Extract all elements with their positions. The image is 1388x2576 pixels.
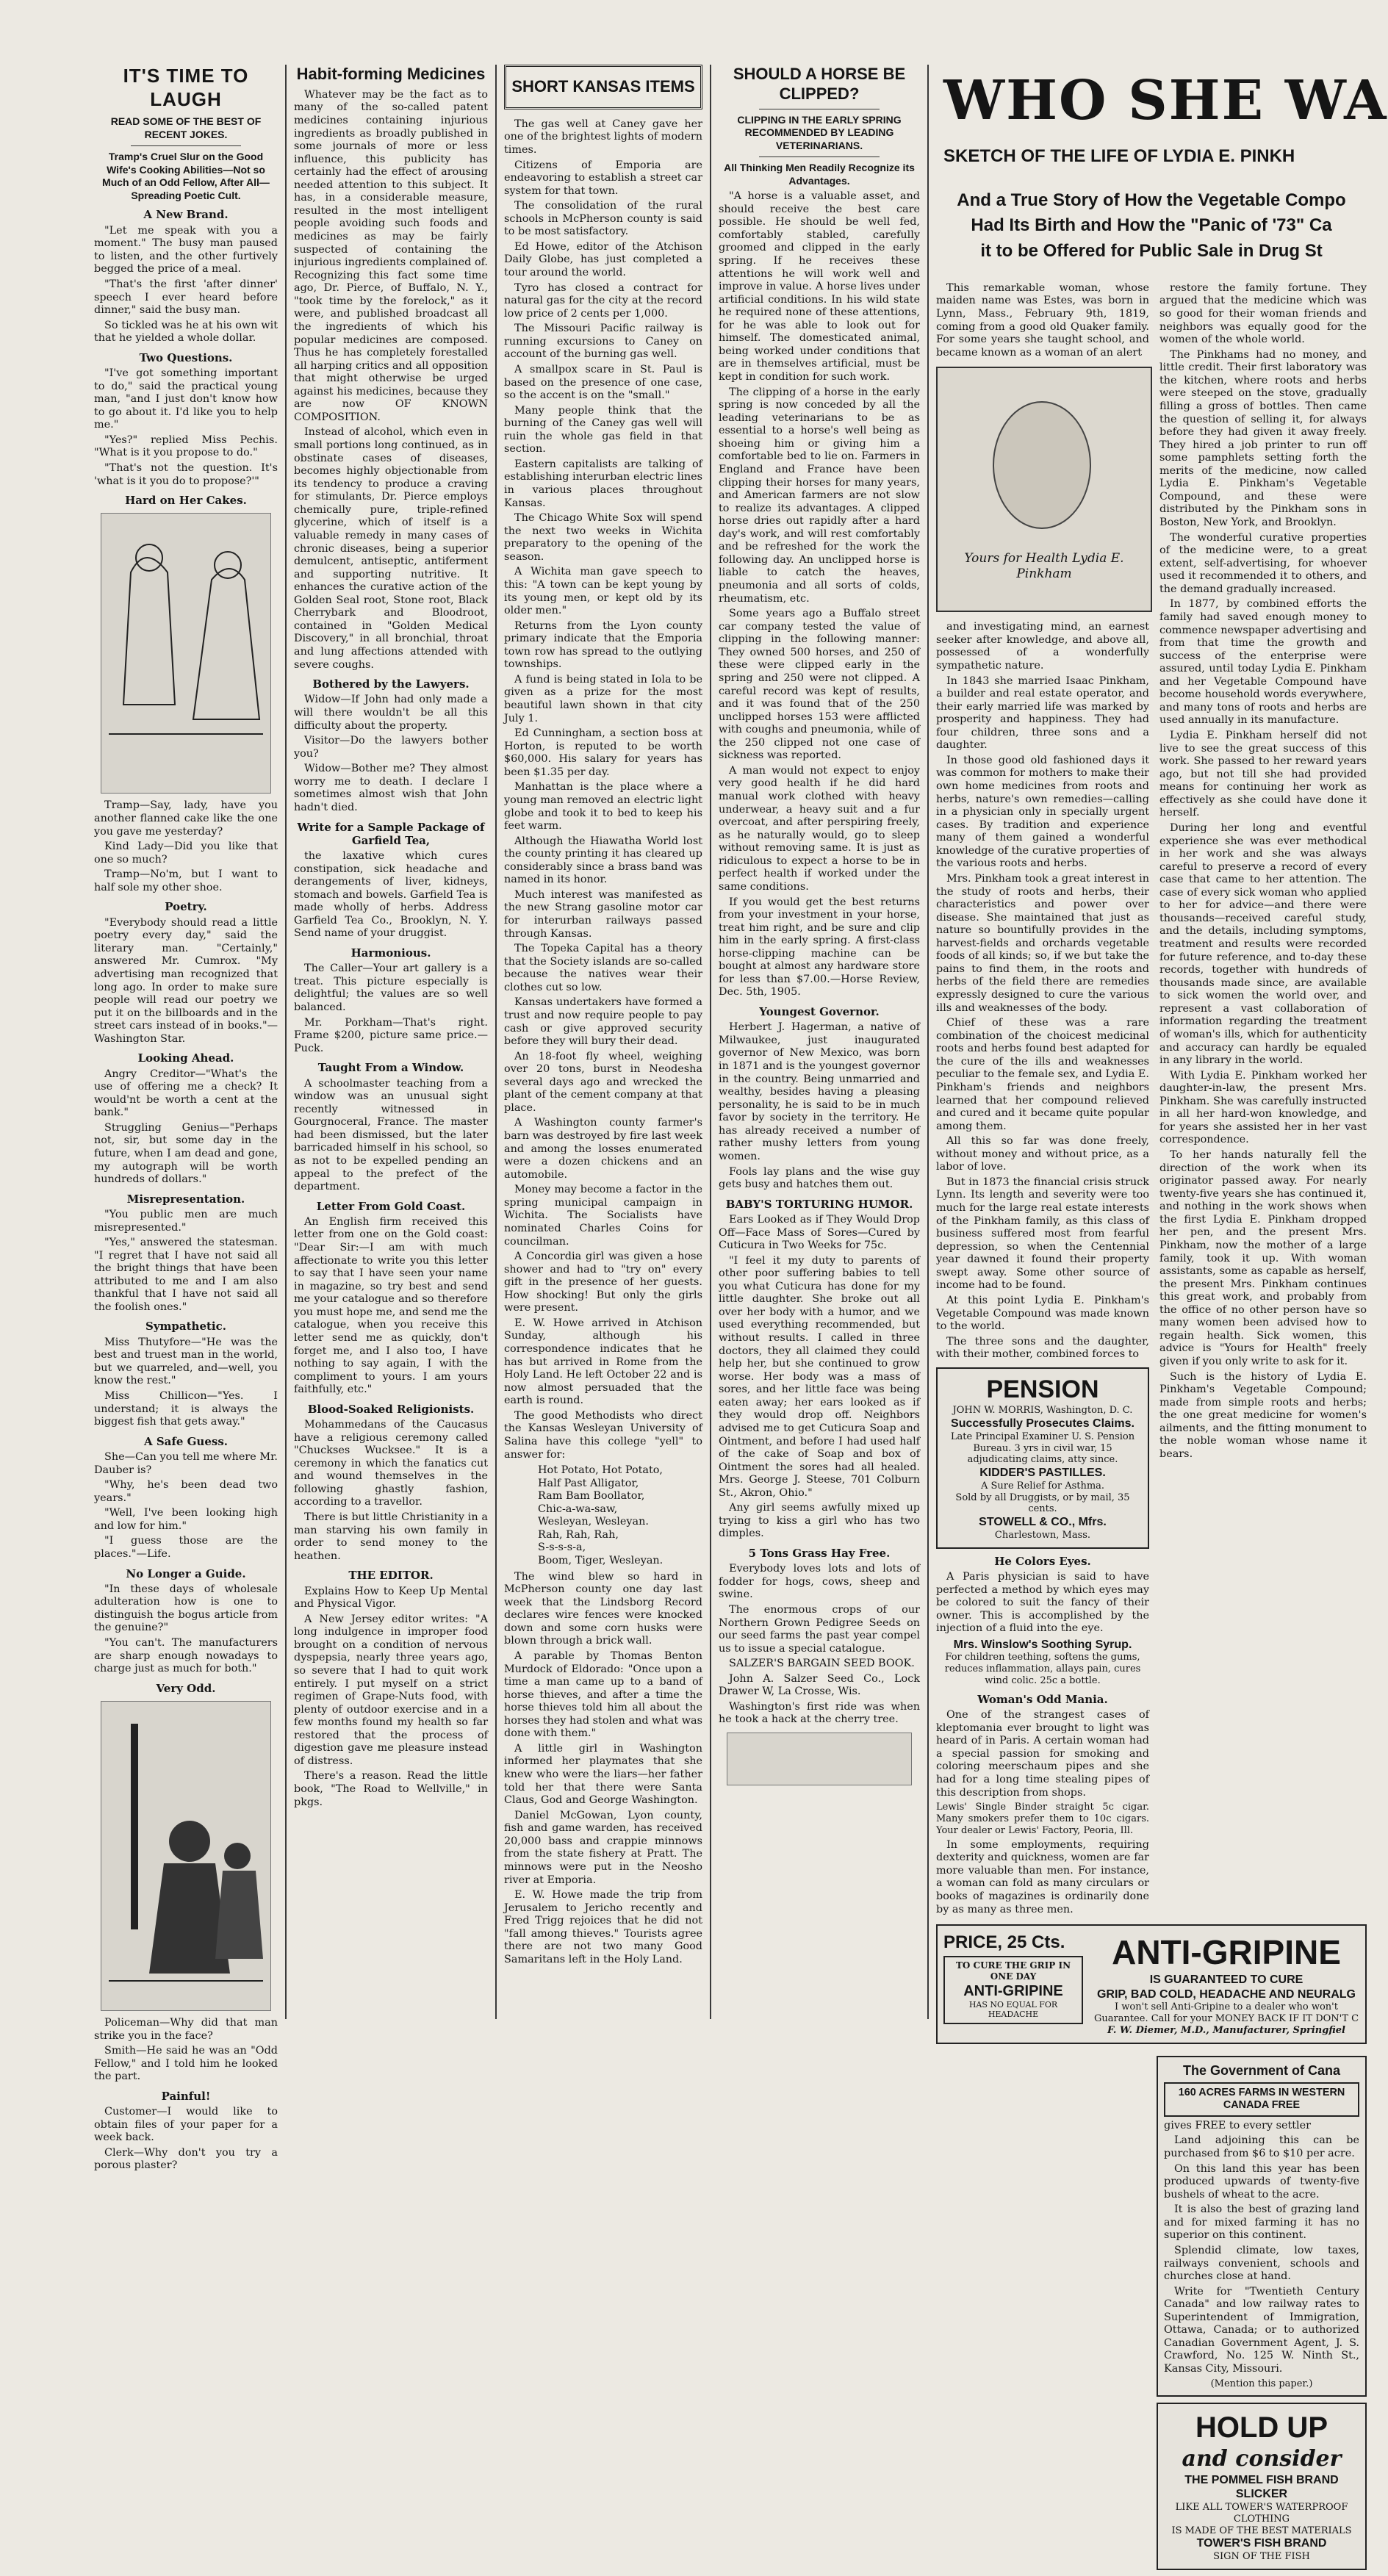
paragraph: "You can't. The manufacturers are sharp enough nowadays to charge just as much for both.": [94, 1637, 278, 1675]
paragraph: Manhattan is the place where a young man removed an electric light globe and took it to bed to keep his feet warm.: [504, 781, 702, 832]
paragraph: Fools lay plans and the wise guy gets busy and hatches them out.: [719, 1165, 920, 1191]
slicker-brand: THE POMMEL FISH BRAND SLICKER: [1184, 2473, 1339, 2501]
lewis-cigar-ad: Lewis' Single Binder straight 5c cigar. Many smokers prefer them to 10c cigars. Your dealer or Lewis' Factory, Peoria, Ill.: [936, 1802, 1149, 1836]
divider: [759, 156, 880, 157]
paragraph: Visitor—Do the lawyers bother you?: [294, 735, 488, 760]
anti-gripine-ad: [936, 1924, 1367, 2044]
pension-agent: JOHN W. MORRIS, Washington, D. C.: [952, 1405, 1133, 1417]
kidder-line-2: Sold by all Druggists, or by mail, 35 cents.: [955, 1492, 1130, 1515]
section-heading: THE EDITOR.: [348, 1569, 434, 1583]
paragraph: Such is the history of Lydia E. Pinkham's Vegetable Compound; made from simple roots and herbs; the one great medicine for women's ailments, and the fitting monument to the noble woman whose name it bears.: [1159, 1370, 1367, 1460]
paragraph: Kansas undertakers have formed a trust and now require people to pay cash or give approved security before they will bury their dead.: [504, 996, 702, 1048]
deck-line: Had Its Birth and How the "Panic of '73" Ca: [971, 215, 1332, 236]
section-heading: 5 Tons Grass Hay Free.: [748, 1547, 891, 1560]
jokes-deck: READ SOME OF THE BEST OF RECENT JOKES.: [110, 115, 262, 140]
paragraph: If you would get the best returns from your investment in your horse, treat him right, and be sure and clip him in the early spring. A first-class horse-clipping machine can be bought at almost any hardware store for less than $7.00.—Horse Review, Dec. 5th, 1905.: [719, 896, 920, 999]
paragraph: The enormous crops of our Northern Grown Pedigree Seeds on our seed farms the past year compel us to issue a special catalogue.: [719, 1603, 920, 1655]
slicker-tower: TOWER'S FISH BRAND: [1196, 2537, 1327, 2550]
anti-gripine-line-2: GRIP, BAD COLD, HEADACHE AND NEURALG: [1096, 1987, 1356, 2001]
section-heading: Poetry.: [165, 900, 207, 914]
paragraph: "That's the first 'after dinner' speech I ever heard before dinner," said the busy man.: [94, 278, 278, 317]
paragraph: Any girl seems awfully mixed up trying to kiss a girl who has two dimples.: [719, 1502, 920, 1540]
section-heading: Sympathetic.: [145, 1320, 226, 1334]
lower-ads-row: [936, 2050, 1367, 2576]
badge-line-3: HAS NO EQUAL FOR HEADACHE: [968, 1999, 1058, 2020]
paragraph: Everybody loves lots and lots of fodder for hogs, cows, sheep and swine.: [719, 1563, 920, 1601]
paragraph: The Pinkhams had no money, and little credit. Their first laboratory was the kitchen, where roots and herbs were steeped on the stove, gradually filling a gross of bottles. Then came the question of selling it, for always before they had given it away freely. They hired a job printer to run off some pamphlets setting forth the merits of the medicine, now called Lydia E. Pinkham's Vegetable Compound, and these were distributed by the Pinkham sons in Boston, New York, and Brooklyn.: [1159, 348, 1367, 529]
cartoon-caption-odd: Very Odd.: [156, 1681, 216, 1695]
column-kansas: [497, 65, 711, 2019]
yell-line: Boom, Tiger, Wesleyan.: [538, 1555, 664, 1567]
slicker-line-2: IS MADE OF THE BEST MATERIALS: [1171, 2525, 1352, 2536]
paragraph: A parable by Thomas Benton Murdock of Eldorado: "Once upon a time a man came up to a band of horse thieves, and after a time the horse thieves told him all about the horses they had stolen and what was done with them.": [504, 1649, 702, 1740]
pension-line: Successfully Prosecutes Claims.: [951, 1417, 1135, 1431]
paragraph: "You public men are much misrepresented.": [94, 1208, 278, 1234]
paragraph: To her hands naturally fell the direction of the work when its originator passed away. For nearly twenty-five years she has continued it, and nothing in the work shows when the first Lydia E. Pinkham dropped her pen, and the present Mrs. Pinkham, now the mother of a large family, took it up. With woman assistants, some as capable as herself, the present Mrs. Pinkham continues this great work, and probably from the office of no other person have so many women been advised how to regain health. Sick women, this advice is "Yours for Health" freely given if you only write to ask for it.: [1159, 1149, 1367, 1368]
paragraph: A fund is being stated in Iola to be given as a prize for the most beautiful lawn shown in that city July 1.: [504, 673, 702, 724]
paragraph: Money may become a factor in the spring municipal campaign in Wichita. The Socialists have nominated Charles Coins for councilman.: [504, 1184, 702, 1248]
asthma-line: A Sure Relief for Asthma.: [980, 1480, 1105, 1492]
kidder-heading: KIDDER'S PASTILLES.: [979, 1467, 1106, 1480]
paragraph: In 1843 she married Isaac Pinkham, a builder and real estate operator, and their early married life was marked by prosperity and happiness. They had four children, three sons and a daughter.: [936, 674, 1149, 752]
portrait-face: [993, 401, 1091, 529]
paragraph: "I feel it my duty to parents of other poor suffering babies to tell you what Cuticura has done for my little daughter. She broke out all over her body with a humor, and we used everything recommended, but without results. I called in three doctors, they all claimed they could help her, but she continued to grow worse. Her body was a mass of sores, and her little face was being eaten away; her ears looked as if they would drop off. Neighbors advised me to get Cuticura Soap and Ointment, and before I had used half of the cake of Soap and box of Ointment the sores had all healed. Mrs. George J. Steese, 701 Colburn St., Akron, Ohio.": [719, 1254, 920, 1499]
paragraph: Smith—He said he was an "Odd Fellow," and I told him he looked the part.: [94, 2045, 278, 2083]
deck-line: it to be Offered for Public Sale in Drug St: [980, 241, 1323, 262]
paragraph: Tramp—No'm, but I want to half sole my other shoe.: [94, 868, 278, 893]
paragraph: "Well, I've been looking high and low for him.": [94, 1507, 278, 1532]
portrait-signature: Yours for Health Lydia E. Pinkham: [964, 550, 1124, 581]
jokes-deck-2: Tramp's Cruel Slur on the Good Wife's Cooking Abilities—Not so Much of an Odd Fellow, After All—Spreading Poetic Cult.: [102, 151, 270, 201]
divider: [131, 145, 241, 146]
paragraph: She—Can you tell me where Mr. Dauber is?: [94, 1451, 278, 1476]
paragraph: Ears Looked as if They Would Drop Off—Face Mass of Sores—Cured by Cuticura in Two Weeks for 75c.: [719, 1213, 920, 1252]
pinkham-left-column: [936, 282, 1149, 1918]
paragraph: The Missouri Pacific railway is running excursions to Caney on account of the burning gas well.: [504, 323, 702, 361]
paragraph: But in 1873 the financial crisis struck Lynn. Its length and severity were too much for the large real estate interests of the Pinkham family, as this class of business suffered most from fearful depression, so when the Centennial year dawned it found their property swept away. Some other source of income had to be found.: [936, 1176, 1149, 1292]
seed-ad-illustration: [727, 1733, 912, 1785]
paragraph: Policeman—Why did that man strike you in the face?: [94, 2017, 278, 2042]
paragraph: A Wichita man gave speech to this: "A town can be kept young by its young men, or kept old by its older men.": [504, 566, 702, 617]
lower-right-ads: [1157, 2050, 1367, 2576]
paragraph: SALZER'S BARGAIN SEED BOOK.: [729, 1658, 915, 1670]
paragraph: Miss Thutyfore—"He was the best and truest man in the world, but we quarreled, and—well, you know the rest.": [94, 1336, 278, 1387]
paragraph: A smallpox scare in St. Paul is based on the presence of one case, so the accent is on the "small.": [504, 363, 702, 402]
paragraph: This remarkable woman, whose maiden name was Estes, was born in Lynn, Mass., February 9th, 1819, coming from a good old Quaker family. For some years she taught school, and became known as a woman of an alert: [936, 281, 1149, 359]
winslow-line: For children teething, softens the gums, reduces inflammation, allays pain, cures wind colic. 25c a bottle.: [944, 1652, 1141, 1687]
medicines-sections: [294, 677, 488, 1809]
paragraph: Instead of alcohol, which even in small portions long continued, as in obstinate cases of diseases, becomes highly objectionable from its tendency to produce a craving for stimulants, Dr. Pierce employs chemically pure, triple-refined glycerine, which of itself is a valuable remedy in many cases of chronic diseases, being a superior demulcent, antiseptic, antiferment and supporting nutritive. It enhances the curative action of the Golden Seal root, Stone root, Black Cherrybark and Bloodroot, contained in "Golden Medical Discovery," in all bronchial, throat and lung affections attended with severe coughs.: [294, 426, 488, 671]
deck-line: And a True Story of How the Vegetable Compo: [957, 190, 1346, 210]
slicker-line-1: LIKE ALL TOWER'S WATERPROOF CLOTHING: [1175, 2501, 1348, 2525]
paragraph: "I guess those are the places."—Life.: [94, 1535, 278, 1560]
cartoon-policeman-illustration: [101, 1701, 271, 2011]
paragraph: E. W. Howe made the trip from Jerusalem to Jericho recently and Fred Trigg rejoices that he did not "fall among thieves." Tourists agree there are not two many Good Samaritans left in the Holy Land.: [504, 1889, 702, 1965]
horse-deck-2: All Thinking Men Readily Recognize its Advantages.: [724, 162, 915, 187]
paragraph: The clipping of a horse in the early spring is now conceded by all the leading veterinarians to be as essential to a horse's well being as shoeing him or giving him a comfortable bed to lie on. Farmers in England and France have been clipping their horses for many years, and American farmers are not slow to realize its advantages. A clipped horse dries out rapidly after a hard day's work, and will rest comfortably and be refreshed for the work the following day. An unclipped horse is liable to catch the heaves, pneumonia and all sorts of colds, rheumatism, etc.: [719, 386, 920, 605]
column-pinkham: [929, 65, 1388, 2562]
pinkham-right-body: [1159, 282, 1367, 1461]
pinkham-columns: [936, 282, 1367, 1918]
slicker-sign: SIGN OF THE FISH: [1213, 2550, 1310, 2562]
pinkham-title: WHO SHE WA: [943, 69, 1388, 132]
paragraph: A little girl in Washington informed her playmates that she knew who were the liars—her father told her that there were Santa Claus, God and George Washington.: [504, 1742, 702, 1807]
winslow-heading: Mrs. Winslow's Soothing Syrup.: [953, 1638, 1132, 1651]
paragraph: "That's not the question. It's 'what is it you do to propose?'": [94, 462, 278, 487]
paragraph: "I've got something important to do," said the practical young man, "and I just don't know how to go about it. I'd like you to help me.": [94, 367, 278, 431]
column-medicines: [287, 65, 497, 2019]
slicker-subheading: and consider: [1182, 2446, 1342, 2472]
kansas-items: [504, 118, 702, 1461]
jokes-title: IT'S TIME TO LAUGH: [123, 65, 249, 110]
section-heading: Looking Ahead.: [137, 1051, 234, 1065]
canada-line-4: It is also the best of grazing land and for mixed farming it has no superior on this continent.: [1164, 2203, 1359, 2242]
paragraph: Ed Cunningham, a section boss at Horton, is reputed to be worth $60,000. His salary for years has been $1.35 per day.: [504, 727, 702, 778]
paragraph: The Caller—Your art gallery is a treat. This picture especially is delightful; the values are so well balanced.: [294, 963, 488, 1014]
canada-line-7: (Mention this paper.): [1210, 2378, 1313, 2389]
paragraph: The good Methodists who direct the Kansas Wesleyan University of Salina have this college "yell" to answer for:: [504, 1409, 702, 1461]
paragraph: There is but little Christianity in a man starving his own family in order to send money to the heathen.: [294, 1511, 488, 1562]
paragraph: At this point Lydia E. Pinkham's Vegetable Compound was made known to the world.: [936, 1294, 1149, 1333]
section-heading: Youngest Governor.: [759, 1005, 880, 1019]
mania-paragraph-2: In some employments, requiring dexterity and quickness, women are far more valuable than men. For instance, a woman can fold as many circulars or books of magazines is ordinarily done by as many as three men.: [936, 1838, 1149, 1915]
paragraph: Widow—Bother me? They almost worry me to death. I declare I sometimes almost wish that John hadn't died.: [294, 763, 488, 813]
paragraph: All this so far was done freely, without money and without price, as a labor of love.: [936, 1135, 1149, 1173]
yell-line: Half Past Alligator,: [538, 1477, 639, 1489]
paragraph: Although the Hiawatha World lost the county printing it has cleared up considerably since a brass band was named in its honor.: [504, 835, 702, 886]
paragraph: Explains How to Keep Up Mental and Physical Vigor.: [294, 1585, 488, 1611]
paragraph: There's a reason. Read the little book, "The Road to Wellville," in pkgs.: [294, 1770, 488, 1808]
paragraph: The Chicago White Sox will spend the next two weeks in Wichita preparatory to the opening of the season.: [504, 512, 702, 563]
pension-ad: [936, 1367, 1149, 1549]
horse-title: SHOULD A HORSE BE CLIPPED?: [733, 65, 906, 103]
cartoon-caption-cakes: Hard on Her Cakes.: [125, 494, 247, 508]
pinkham-subtitle: SKETCH OF THE LIFE OF LYDIA E. PINKH: [943, 146, 1295, 167]
paragraph: The Topeka Capital has a theory that the Society islands are so-called because the natives wear their clothes cut so low.: [504, 943, 702, 993]
yell-line: Wesleyan, Wesleyan.: [538, 1516, 649, 1528]
yell-line: Chic-a-wa-saw,: [538, 1503, 618, 1515]
section-heading: Blood-Soaked Religionists.: [307, 1402, 475, 1416]
section-heading: Painful!: [161, 2089, 211, 2103]
paragraph: Mrs. Pinkham took a great interest in the study of roots and herbs, their characteristics and power over disease. She maintained that just as nature so bountifully provides in the harvest-fields and orchards vegetable foods of all kinds; so, if we but take the pains to find them, in the roots and herbs of the field there are remedies expressly designed to cure the various ills and weaknesses of the body.: [936, 872, 1149, 1014]
paragraph: The wonderful curative properties of the medicine were, to a great extent, self-advertising, for whoever used it recommended it to others, and the demand gradually increased.: [1159, 531, 1367, 595]
paragraph: Clerk—Why don't you try a porous plaster?: [94, 2146, 278, 2172]
paragraph: Angry Creditor—"What's the use of offering me a check? It would'nt be worth a cent at the bank.": [94, 1068, 278, 1119]
horse-sections: [719, 1005, 920, 1727]
jokes-sections-2: [94, 799, 278, 1675]
paragraph: E. W. Howe arrived in Atchison Sunday, although his correspondence indicates that he has but arrived in Rome from the Holy Land. He left October 22 and is now almost persuaded that the earth is round.: [504, 1317, 702, 1407]
horse-body: [719, 190, 920, 999]
paragraph: Widow—If John had only made a will there wouldn't be all this difficulty about the property.: [294, 694, 488, 732]
anti-gripine-badge-area: [943, 1932, 1083, 2037]
section-heading: A Safe Guess.: [143, 1434, 228, 1448]
paragraph: Tyro has closed a contract for natural gas for the city at the record low price of 2 cents per 1,000.: [504, 281, 702, 320]
paragraph: Eastern capitalists are talking of establishing interurban electric lines in various places throughout Kansas.: [504, 458, 702, 509]
paragraph: Ed Howe, editor of the Atchison Daily Globe, has just completed a tour around the world.: [504, 240, 702, 279]
paragraph: Mr. Porkham—That's right. Frame $200, picture same price.—Puck.: [294, 1016, 488, 1054]
paragraph: "Let me speak with you a moment." The busy man paused to listen, and the other furtively begged the price of a meal.: [94, 224, 278, 276]
paragraph: So tickled was he at his own wit that he yielded a whole dollar.: [94, 319, 278, 345]
paragraph: "A horse is a valuable asset, and should receive the best care possible. He should be well fed, comfortably stabled, carefully groomed and clipped in the early spring. If he receives these attentions he will work well and improve in value. A horse lives under artificial conditions. In his wild state he required none of these attentions, for he was able to look out for himself. The domesticated animal, being worked under conditions that are in themselves artificial, must be kept in condition for such work.: [719, 190, 920, 384]
pinkham-portrait: [936, 367, 1152, 612]
paragraph: The three sons and the daughter, with their mother, combined forces to: [936, 1335, 1149, 1361]
pinkham-left-intro: [936, 282, 1149, 359]
paragraph: Mohammedans of the Caucasus have a religious ceremony called "Chuckses Wucksee." It is a ceremony in which the fanatics cut and wound themselves in the following ghastly fashion, according to a travellor.: [294, 1419, 488, 1508]
yell-line: S-s-s-s-a,: [538, 1541, 586, 1554]
pension-line-2: Late Principal Examiner U. S. Pension Bureau. 3 yrs in civil war, 15 adjudicating claims, atty since.: [950, 1431, 1135, 1466]
canada-line-3: On this land this year has been produced upwards of twenty-five bushels of wheat to the acre.: [1164, 2162, 1359, 2201]
paragraph: Washington's first ride was when he took a hack at the cherry tree.: [719, 1700, 920, 1726]
pension-heading: PENSION: [986, 1375, 1099, 1403]
slicker-heading: HOLD UP: [1195, 2411, 1328, 2444]
paragraph: restore the family fortune. They argued that the medicine which was so good for their woman friends and neighbors was equally good for the women of the whole world.: [1159, 281, 1367, 346]
paragraph: Returns from the Lyon county primary indicate that the Emporia town row has spread to the outlying townships.: [504, 619, 702, 671]
anti-gripine-heading: ANTI-GRIPINE: [1112, 1933, 1341, 1972]
pinkham-deck: [936, 188, 1367, 265]
jokes-sections: [94, 208, 278, 488]
paragraph: A man would not expect to enjoy very good health if he did hard manual work clothed with heavy underwear, a heavy suit and a fur overcoat, and after perspiring freely, as he naturally would, go to sleep without removing same. It is just as ridiculous to expect a horse to be in perfect health if worked under the same conditions.: [719, 764, 920, 893]
paragraph: Citizens of Emporia are endeavoring to establish a street car system for that town.: [504, 159, 702, 197]
charlestown-line: Charlestown, Mass.: [994, 1529, 1091, 1541]
paragraph: Whatever may be the fact as to many of the so-called patent medicines containing injurious ingredients as broadly published in some journals of more or less influence, this publicity has certainly had the effect of arousing needed attention to this subject. It has, in a considerable measure, resulted in the most intelligent people avoiding such foods and medicines as may be fairly suspected of containing the injurious ingredients complained of. Recognizing this fact some time ago, Dr. Pierce, of Buffalo, N. Y., "took time by the forelock," as it were, and published broadcast all the ingredients of which his popular medicines are composed. Thus he has completely forestalled all harping critics and all opposition that might otherwise be urged against his medicines, because they are now OF KNOWN COMPOSITION.: [294, 88, 488, 423]
canada-badge: 160 ACRES FARMS IN WESTERN CANADA FREE: [1164, 2082, 1359, 2117]
anti-gripine-line-3: I won't sell Anti-Gripine to a dealer who won't Guarantee. Call for your MONEY BACK IF IT DON'T C: [1093, 2001, 1359, 2025]
kansas-items-2: [504, 1571, 702, 1967]
anti-gripine-badge: [943, 1956, 1083, 2023]
paragraph: and investigating mind, an earnest seeker after knowledge, and above all, possessed of a wonderfully sympathetic nature.: [936, 621, 1149, 672]
pinkham-left-body: [936, 621, 1149, 1361]
stowell-line: STOWELL & CO., Mfrs.: [979, 1516, 1107, 1529]
paragraph: Struggling Genius—"Perhaps not, sir, but some day in the future, when I am dead and gone, my autograph will be worth hundreds of dollars.": [94, 1121, 278, 1186]
badge-line-1: TO CURE THE GRIP IN ONE DAY: [955, 1960, 1071, 1982]
paragraph: An English firm received this letter from one on the Gold coast: "Dear Sir:—I am with much affectionate to write you this letter to say that I have seen your name in magazine, so try best and send me your catalogue and so therefore you must hope me, and send me the catalogue, when you receive this letter send me as quickly, don't forget me, and I also too, I have nothing to say again, I with the compliment to yours. I am yours faithfully, etc.": [294, 1215, 488, 1396]
cartoon-drawing: [101, 514, 270, 793]
section-heading: Write for a Sample Package of Garfield Tea,: [297, 820, 485, 847]
paragraph: "Why, he's been dead two years.": [94, 1479, 278, 1504]
paragraph: Many people think that the burning of the Caney gas well will ruin the whole gas field in that section.: [504, 404, 702, 456]
paragraph: Chief of these was a rare combination of the choicest medicinal roots and herbs found best adapted for the cure of the ills and weaknesses peculiar to the female sex, and Lydia E. Pinkham's friends and neighbors learned that her compound relieved and cured and it became quite popular among them.: [936, 1017, 1149, 1132]
anti-gripine-price: PRICE, 25 Cts.: [943, 1932, 1065, 1953]
medicines-title: Habit-forming Medicines: [296, 65, 486, 83]
yell-line: Rah, Rah, Rah,: [538, 1528, 619, 1541]
canada-line-2: Land adjoining this can be purchased from $6 to $10 per acre.: [1164, 2134, 1359, 2159]
paragraph: Daniel McGowan, Lyon county, fish and game warden, has received 20,000 bass and crappie minnows from the state fishery at Pratt. The minnows were put in the Neosho river at Emporia.: [504, 1809, 702, 1886]
section-heading: Harmonious.: [350, 946, 431, 960]
anti-gripine-line-4: F. W. Diemer, M.D., Manufacturer, Springfiel: [1107, 2024, 1346, 2036]
paragraph: Miss Chillicon—"Yes. I understand; it is always the biggest fish that gets away.": [94, 1390, 278, 1428]
eyes-heading: He Colors Eyes.: [994, 1554, 1091, 1568]
paragraph: "Yes," answered the statesman. "I regret that I have not said all the bright things that have been attributed to me and I am also thankful that I have not said all the foolish ones.": [94, 1237, 278, 1313]
paragraph: Much interest was manifested as the new Strang gasoline motor car for interurban railways passed through Kansas.: [504, 888, 702, 940]
canada-line-5: Splendid climate, low taxes, railways convenient, schools and churches close at hand.: [1164, 2244, 1359, 2283]
slicker-ad: [1157, 2403, 1367, 2569]
paragraph: John A. Salzer Seed Co., Lock Drawer W, La Crosse, Wis.: [719, 1672, 920, 1698]
section-heading: Misrepresentation.: [126, 1192, 245, 1206]
paragraph: "In these days of wholesale adulteration how is one to distinguish the bogus article from the genuine?": [94, 1583, 278, 1634]
canada-ad: [1157, 2056, 1367, 2397]
section-heading: A New Brand.: [143, 208, 229, 222]
paragraph: With Lydia E. Pinkham worked her daughter-in-law, the present Mrs. Pinkham. She was carefully instructed in all her hard-won knowledge, and for years she assisted her in her vast correspondence.: [1159, 1069, 1367, 1146]
paragraph: A schoolmaster teaching from a window was an unusual sight recently witnessed in Gourgnoceral, France. The master had been dismissed, but the later barricaded himself in his school, so as not to be expelled pending an appeal to the prefect of the department.: [294, 1077, 488, 1193]
cartoon-drawing-2: [101, 1702, 270, 2010]
mania-heading: Woman's Odd Mania.: [977, 1692, 1108, 1706]
section-heading: Taught From a Window.: [317, 1061, 464, 1075]
anti-gripine-line-1: IS GUARANTEED TO CURE: [1149, 1974, 1304, 1987]
paragraph: Tramp—Say, lady, have you another flanned cake like the one you gave me yesterday?: [94, 799, 278, 838]
paragraph: In 1877, by combined efforts the family had saved enough money to commence newspaper advertising and from that time the growth and success of the enterprise were assured, until today Lydia E. Pinkham and her Vegetable Compound have become household words everywhere, and many tons of roots and herbs are used annually in its manufacture.: [1159, 598, 1367, 727]
eyes-paragraph: A Paris physician is said to have perfected a method by which eyes may be colored to suit the fancy of their owner. This is accomplished by the injection of a fluid into the eye.: [936, 1570, 1149, 1635]
paragraph: The gas well at Caney gave her one of the brightest lights of modern times.: [504, 118, 702, 156]
paragraph: Kind Lady—Did you like that one so much?: [94, 841, 278, 866]
paragraph: Herbert J. Hagerman, a native of Milwaukee, just inaugurated governor of New Mexico, was born in 1871 and is the youngest governor in the country. Being unmarried and wealthy, besides having a pleasing personality, he is said to be in much favor by society in the territory. He has already received a number of rather mushy letters from young women.: [719, 1021, 920, 1162]
pinkham-right-column: [1159, 282, 1367, 1918]
cartoon-tramp-illustration: [101, 513, 271, 794]
college-yell: [504, 1464, 702, 1568]
paragraph: the laxative which cures constipation, sick headache and derangements of liver, kidneys, stomach and bowels. Garfield Tea is made wholly of herbs. Address Garfield Tea Co., Brooklyn, N. Y. Send name of your druggist.: [294, 850, 488, 940]
lower-left-spacer: [936, 2050, 1146, 2576]
paragraph: Customer—I would like to obtain files of your paper for a week back.: [94, 2106, 278, 2144]
column-jokes: [87, 65, 287, 2172]
paragraph: A New Jersey editor writes: "A long indulgence in improper food brought on a condition of nervous dyspepsia, nearly three years ago, so severe that I had to quit work entirely. I put myself on a strict regimen of Grape-Nuts food, with plenty of outdoor exercise and in a few months found my health so far restored that the process of digestion gave me pleasure instead of distress.: [294, 1613, 488, 1767]
paragraph: In those good old fashioned days it was common for mothers to make their own home medicines from roots and herbs, nature's own remedies—calling in a physician only in specially urgent cases. By tradition and experience many of them gained a wonderful knowledge of the curative properties of the various roots and herbs.: [936, 754, 1149, 870]
paragraph: During her long and eventful experience she was ever methodical in her work and she was always careful to preserve a record of every case that came to her attention. The case of every sick woman who applied to her for advice—and there were thousands—received careful study, and the details, including symptoms, treatment and results were recorded for future reference, and to-day these records, together with hundreds of thousands made since, are available to sick women the world over, and represent a vast collaboration of information regarding the treatment of woman's ills, which for authenticity and accuracy can hardly be equaled in any library in the world.: [1159, 821, 1367, 1067]
horse-deck: CLIPPING IN THE EARLY SPRING RECOMMENDED BY LEADING VETERINARIANS.: [737, 113, 902, 151]
anti-gripine-text: [1093, 1932, 1359, 2037]
paragraph: A Concordia girl was given a hose shower and had to "try on" every gift in the presence of her guests. How shocking! But only the girls were present.: [504, 1251, 702, 1314]
anti-gripine-row: [943, 1932, 1359, 2037]
column-horse: [711, 65, 929, 2019]
canada-line-6: Write for "Twentieth Century Canada" and low railway rates to Superintendent of Immigration, Ottawa, Canada; or to authorized Canadian Government Agent, J. S. Crawford, No. 125 W. Ninth St., Kansas City, Missouri.: [1164, 2285, 1359, 2375]
canada-line-1: gives FREE to every settler: [1164, 2119, 1312, 2131]
section-heading: No Longer a Guide.: [126, 1566, 246, 1580]
section-heading: Two Questions.: [139, 350, 233, 364]
mania-paragraph: One of the strangest cases of kleptomania ever brought to light was heard of in Paris. A certain woman had a special passion for smoking and coloring meerschaum pipes and she had for a long time stealing pipes of this description from shops.: [936, 1709, 1149, 1799]
paragraph: The consolidation of the rural schools in McPherson county is said to be most satisfactory.: [504, 200, 702, 238]
paragraph: Lydia E. Pinkham herself did not live to see the great success of this work. She passed to her reward years ago, but not till she had provided means for continuing her work as effectively as she could have done it herself.: [1159, 730, 1367, 819]
canada-heading: The Government of Cana: [1182, 2062, 1341, 2078]
paragraph: Some years ago a Buffalo street car company tested the value of clipping in the following manner: They owned 500 horses, and 250 of these were clipped early in the spring and 250 were not clipped. A careful record was kept of results, and it was found that of the 250 unclipped horses 153 were afflicted with coughs and pneumonia, while of the 250 clipped not one case of sickness was reported.: [719, 608, 920, 762]
jokes-sections-3: [94, 2017, 278, 2173]
badge-line-2: ANTI-GRIPINE: [963, 1982, 1063, 1999]
paragraph: The wind blew so hard in McPherson county one day last week that the Lindsborg Record declares wire fences were knocked down and some corn husks were blown through a brick wall.: [504, 1570, 702, 1647]
section-heading: BABY'S TORTURING HUMOR.: [725, 1197, 913, 1211]
section-heading: Bothered by the Lawyers.: [312, 677, 470, 691]
paragraph: An 18-foot fly wheel, weighing over 20 tons, burst in Neodesha several days ago and wrecked the plant of the cement company at that place.: [504, 1050, 702, 1114]
medicines-body: [294, 89, 488, 672]
paragraph: "Everybody should read a little poetry every day," said the literary man. "Certainly," answered Mr. Cumrox. "My advertising man recognized that long ago. In order to make sure people will read our poetry we put it on the billboards and in the street cars instead of in books."—Washington Star.: [94, 916, 278, 1045]
section-heading: Letter From Gold Coast.: [316, 1199, 466, 1213]
yell-line: Hot Potato, Hot Potato,: [538, 1464, 664, 1477]
paragraph: A Washington county farmer's barn was destroyed by fire last week and among the losses enumerated were a dozen chickens and an automobile.: [504, 1117, 702, 1181]
paragraph: "Yes?" replied Miss Pechis. "What is it you propose to do.": [94, 433, 278, 459]
kansas-title: SHORT KANSAS ITEMS: [504, 65, 702, 109]
yell-line: Ram Bam Boollator,: [538, 1490, 645, 1503]
